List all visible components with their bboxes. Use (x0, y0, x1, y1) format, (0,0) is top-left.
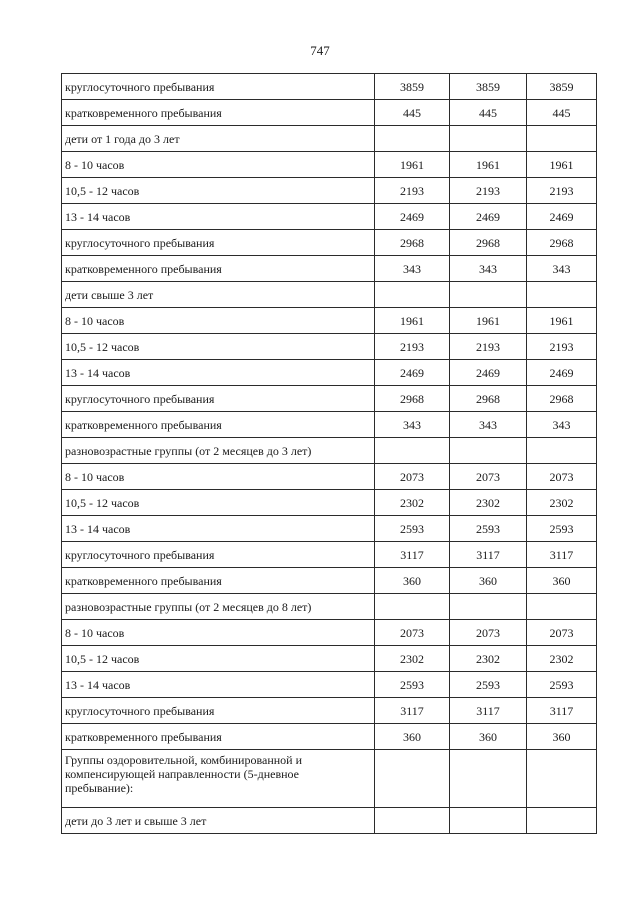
row-label: кратковременного пребывания (62, 568, 375, 594)
value-cell: 343 (450, 412, 527, 438)
value-cell (375, 438, 450, 464)
value-cell: 2193 (527, 178, 597, 204)
row-label: круглосуточного пребывания (62, 542, 375, 568)
value-cell (450, 126, 527, 152)
table-row (62, 360, 597, 386)
value-cell: 360 (375, 724, 450, 750)
value-cell: 2073 (450, 464, 527, 490)
table-row (62, 386, 597, 412)
row-label: круглосуточного пребывания (62, 386, 375, 412)
row-label: 13 - 14 часов (62, 516, 375, 542)
table-row (62, 438, 597, 464)
table-row (62, 256, 597, 282)
row-label: круглосуточного пребывания (62, 230, 375, 256)
value-cell: 360 (450, 568, 527, 594)
value-cell: 2968 (375, 386, 450, 412)
table-row (62, 542, 597, 568)
value-cell: 360 (375, 568, 450, 594)
value-cell: 2302 (450, 646, 527, 672)
value-cell: 2302 (375, 646, 450, 672)
table-row (62, 568, 597, 594)
row-label: 13 - 14 часов (62, 360, 375, 386)
value-cell: 2469 (450, 360, 527, 386)
value-cell (527, 282, 597, 308)
table-row (62, 724, 597, 750)
table-body (62, 74, 597, 834)
table-row (62, 178, 597, 204)
section-label: дети свыше 3 лет (62, 282, 375, 308)
value-cell: 2073 (375, 620, 450, 646)
table-row (62, 620, 597, 646)
value-cell: 343 (527, 412, 597, 438)
value-cell: 360 (450, 724, 527, 750)
row-label: 8 - 10 часов (62, 152, 375, 178)
table-row (62, 152, 597, 178)
value-cell: 2593 (527, 516, 597, 542)
value-cell: 2593 (375, 516, 450, 542)
value-cell: 3117 (450, 698, 527, 724)
row-label: кратковременного пребывания (62, 724, 375, 750)
row-label: 10,5 - 12 часов (62, 178, 375, 204)
row-label: 13 - 14 часов (62, 672, 375, 698)
value-cell: 2193 (375, 334, 450, 360)
value-cell: 1961 (375, 152, 450, 178)
value-cell: 2469 (527, 204, 597, 230)
table-row (62, 334, 597, 360)
table-row (62, 646, 597, 672)
section-label: дети до 3 лет и свыше 3 лет (62, 808, 375, 834)
value-cell: 1961 (527, 152, 597, 178)
value-cell (527, 126, 597, 152)
value-cell: 2593 (450, 672, 527, 698)
value-cell: 2968 (375, 230, 450, 256)
row-label: 8 - 10 часов (62, 308, 375, 334)
value-cell (375, 282, 450, 308)
value-cell (527, 594, 597, 620)
table-row (62, 282, 597, 308)
value-cell: 360 (527, 724, 597, 750)
value-cell: 2469 (450, 204, 527, 230)
row-label: кратковременного пребывания (62, 256, 375, 282)
row-label: 8 - 10 часов (62, 464, 375, 490)
value-cell: 343 (527, 256, 597, 282)
table-row (62, 126, 597, 152)
value-cell: 3117 (375, 698, 450, 724)
value-cell: 343 (450, 256, 527, 282)
table-row (62, 412, 597, 438)
table-row (62, 204, 597, 230)
table-row (62, 230, 597, 256)
section-label: разновозрастные группы (от 2 месяцев до 8 лет) (62, 594, 375, 620)
value-cell: 2593 (527, 672, 597, 698)
value-cell: 2593 (450, 516, 527, 542)
value-cell (375, 808, 450, 834)
value-cell: 2469 (375, 360, 450, 386)
row-label: круглосуточного пребывания (62, 74, 375, 100)
value-cell: 2469 (527, 360, 597, 386)
value-cell: 2073 (527, 620, 597, 646)
value-cell: 2968 (450, 386, 527, 412)
value-cell (375, 750, 450, 808)
value-cell: 2968 (450, 230, 527, 256)
value-cell (450, 808, 527, 834)
value-cell: 2073 (375, 464, 450, 490)
value-cell: 2193 (527, 334, 597, 360)
row-label: кратковременного пребывания (62, 100, 375, 126)
value-cell: 2302 (450, 490, 527, 516)
row-label: круглосуточного пребывания (62, 698, 375, 724)
value-cell: 3117 (450, 542, 527, 568)
value-cell (450, 594, 527, 620)
value-cell: 445 (375, 100, 450, 126)
value-cell (527, 808, 597, 834)
table-row (62, 308, 597, 334)
value-cell: 1961 (527, 308, 597, 334)
value-cell: 1961 (450, 152, 527, 178)
table-row (62, 490, 597, 516)
value-cell (375, 126, 450, 152)
row-label: 8 - 10 часов (62, 620, 375, 646)
value-cell: 2593 (375, 672, 450, 698)
value-cell: 445 (527, 100, 597, 126)
value-cell (527, 750, 597, 808)
table-row (62, 750, 597, 808)
value-cell: 3117 (527, 698, 597, 724)
value-cell: 2193 (375, 178, 450, 204)
value-cell: 1961 (450, 308, 527, 334)
table-row (62, 74, 597, 100)
value-cell (450, 750, 527, 808)
value-cell (375, 594, 450, 620)
value-cell: 3859 (527, 74, 597, 100)
table-row (62, 594, 597, 620)
value-cell: 343 (375, 412, 450, 438)
page-number: 747 (310, 43, 330, 58)
value-cell (450, 282, 527, 308)
value-cell (527, 438, 597, 464)
row-label: 10,5 - 12 часов (62, 334, 375, 360)
value-cell: 2302 (527, 646, 597, 672)
value-cell: 3117 (527, 542, 597, 568)
row-label: 13 - 14 часов (62, 204, 375, 230)
value-cell (450, 438, 527, 464)
value-cell: 445 (450, 100, 527, 126)
value-cell: 2968 (527, 386, 597, 412)
table-row (62, 808, 597, 834)
value-cell: 2302 (375, 490, 450, 516)
value-cell: 2469 (375, 204, 450, 230)
section-label: Группы оздоровительной, комбинированной и компенсирующей направленности (5-дневное пребывание): (62, 750, 375, 808)
table-row (62, 516, 597, 542)
section-label: дети от 1 года до 3 лет (62, 126, 375, 152)
table-row (62, 698, 597, 724)
value-cell: 2968 (527, 230, 597, 256)
value-cell: 3859 (450, 74, 527, 100)
value-cell: 360 (527, 568, 597, 594)
value-cell: 3859 (375, 74, 450, 100)
table-row (62, 464, 597, 490)
table-row (62, 100, 597, 126)
value-cell: 2193 (450, 178, 527, 204)
value-cell: 3117 (375, 542, 450, 568)
value-cell: 1961 (375, 308, 450, 334)
section-label: разновозрастные группы (от 2 месяцев до 3 лет) (62, 438, 375, 464)
value-cell: 2073 (450, 620, 527, 646)
table-row (62, 672, 597, 698)
row-label: кратковременного пребывания (62, 412, 375, 438)
row-label: 10,5 - 12 часов (62, 646, 375, 672)
value-cell: 2193 (450, 334, 527, 360)
value-cell: 343 (375, 256, 450, 282)
value-cell: 2073 (527, 464, 597, 490)
tariff-table (61, 73, 597, 834)
value-cell: 2302 (527, 490, 597, 516)
row-label: 10,5 - 12 часов (62, 490, 375, 516)
